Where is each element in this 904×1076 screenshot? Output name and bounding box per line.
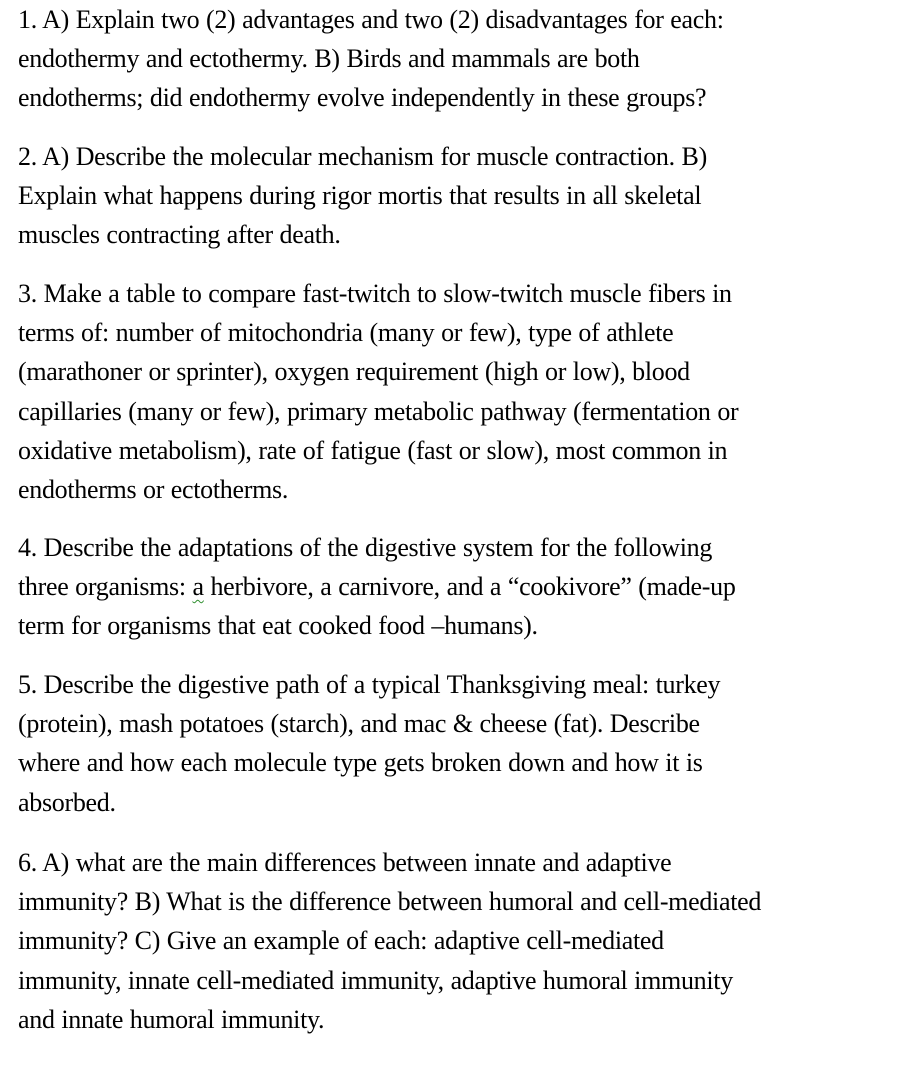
question-line: muscles contracting after death.: [18, 220, 341, 250]
question-line: endothermy and ectothermy. B) Birds and mammals are both: [18, 44, 640, 74]
question-line: [18, 567, 898, 606]
question-2: [18, 137, 898, 255]
question-line: [18, 606, 898, 645]
line-text: herbivore, a carnivore, and a “cookivore” (made-up: [203, 572, 736, 602]
question-6: [18, 843, 898, 1039]
question-line: capillaries (many or few), primary metabolic pathway (fermentation or: [18, 396, 739, 426]
question-line: terms of: number of mitochondria (many or few), type of athlete: [18, 318, 674, 348]
question-line: immunity? B) What is the difference between humoral and cell-mediated: [18, 887, 762, 917]
question-line: 3. Make a table to compare fast-twitch to slow-twitch muscle fibers in: [18, 279, 732, 308]
question-line: (protein), mash potatoes (starch), and mac & cheese (fat). Describe: [18, 709, 700, 739]
question-line: [18, 528, 898, 567]
question-4: [18, 528, 898, 646]
question-line: absorbed.: [18, 787, 116, 817]
question-line: 1. A) Explain two (2) advantages and two (2) disadvantages for each:: [18, 5, 724, 34]
question-line: Explain what happens during rigor mortis that results in all skeletal: [18, 181, 702, 211]
question-5: [18, 665, 898, 822]
question-line: immunity, innate cell-mediated immunity, adaptive humoral immunity: [18, 965, 733, 995]
question-1: [18, 0, 898, 118]
question-line: 5. Describe the digestive path of a typical Thanksgiving meal: turkey: [18, 670, 721, 699]
line-text: term for organisms that eat cooked food –humans).: [18, 611, 538, 641]
question-3: [18, 274, 898, 509]
question-line: oxidative metabolism), rate of fatigue (fast or slow), most common in: [18, 435, 728, 465]
question-line: immunity? C) Give an example of each: adaptive cell-mediated: [18, 926, 664, 956]
question-line: and innate humoral immunity.: [18, 1004, 325, 1034]
question-line: endotherms or ectotherms.: [18, 474, 289, 504]
question-line: endotherms; did endothermy evolve independently in these groups?: [18, 83, 707, 113]
question-line: 2. A) Describe the molecular mechanism for muscle contraction. B): [18, 142, 707, 171]
line-text: three organisms:: [18, 572, 193, 602]
spellcheck-squiggle: a: [192, 572, 204, 602]
question-line: 6. A) what are the main differences between innate and adaptive: [18, 848, 672, 877]
question-line: (marathoner or sprinter), oxygen requirement (high or low), blood: [18, 357, 690, 387]
question-line: where and how each molecule type gets broken down and how it is: [18, 748, 703, 778]
line-text: 4. Describe the adaptations of the digestive system for the following: [18, 533, 713, 562]
